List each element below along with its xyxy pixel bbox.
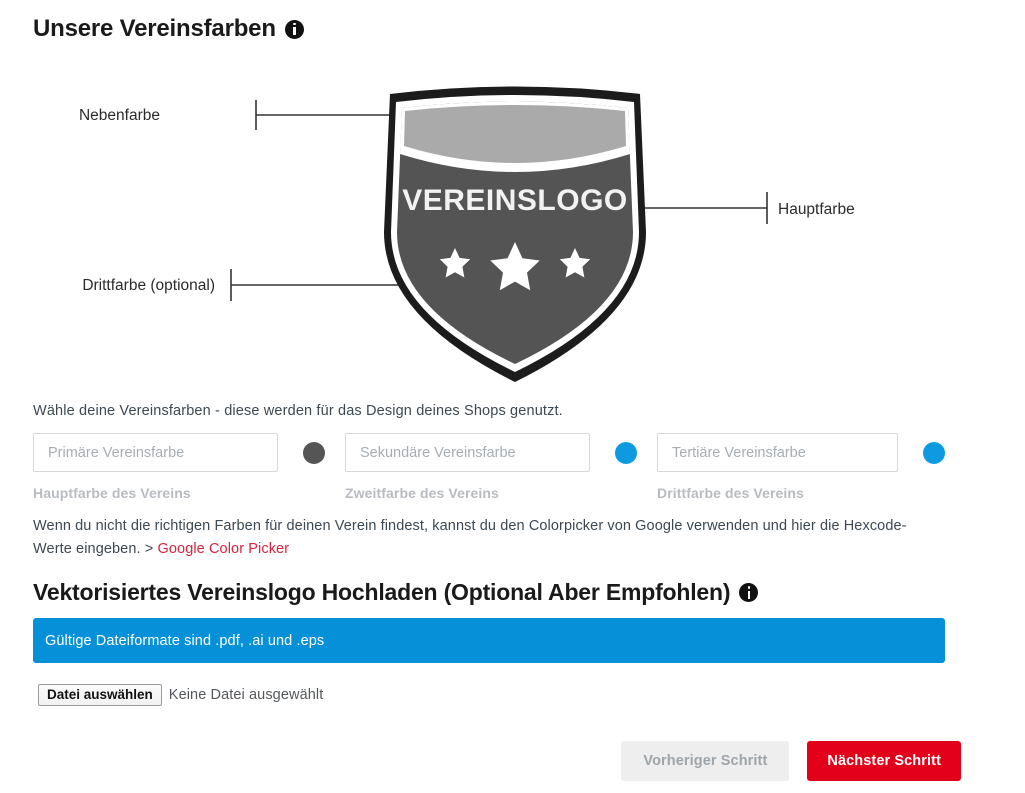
diagram-label-tertiary: Drittfarbe (optional) [82, 277, 215, 294]
diagram-label-primary: Hauptfarbe [778, 201, 855, 218]
shield-diagram [60, 62, 890, 387]
primary-color-input[interactable] [33, 433, 278, 472]
upload-section-heading [33, 579, 758, 606]
colors-section-heading [33, 15, 304, 43]
file-format-banner [33, 618, 945, 663]
tertiary-color-input[interactable] [657, 433, 898, 472]
file-upload-row[interactable] [38, 684, 323, 706]
upload-info-icon[interactable] [739, 583, 758, 602]
secondary-color-caption: Zweitfarbe des Vereins [345, 485, 499, 501]
primary-color-swatch[interactable] [303, 442, 325, 464]
next-step-button[interactable]: Nächster Schritt [807, 741, 961, 781]
diagram-label-secondary: Nebenfarbe [78, 107, 160, 124]
tertiary-color-caption: Drittfarbe des Vereins [657, 485, 804, 501]
page-title: Unsere Vereinsfarben [33, 15, 276, 42]
previous-step-button[interactable]: Vorheriger Schritt [621, 741, 789, 781]
upload-title: Vektorisiertes Vereinslogo Hochladen (Optional Aber Empfohlen) [33, 579, 731, 605]
file-upload-status: Keine Datei ausgewählt [168, 687, 324, 703]
choose-file-button[interactable]: Datei auswählen [38, 684, 162, 706]
info-icon[interactable] [285, 20, 304, 39]
color-field-group-primary [33, 433, 345, 501]
wizard-footer [0, 741, 961, 781]
file-format-banner-text: Gültige Dateiformate sind .pdf, .ai und .eps [45, 632, 325, 649]
colorpicker-link-prefix: > [144, 541, 158, 557]
secondary-color-input[interactable] [345, 433, 590, 472]
color-field-group-tertiary [657, 433, 945, 501]
primary-color-caption: Hauptfarbe des Vereins [33, 485, 191, 501]
shield-graphic [384, 87, 646, 383]
colorpicker-hint [33, 515, 913, 561]
colors-intro-text: Wähle deine Vereinsfarben - diese werden für das Design deines Shops genutzt. [33, 403, 563, 419]
colorpicker-hint-text: Wenn du nicht die richtigen Farben für deinen Verein findest, kannst du den Colorpicker von Google verwenden und hier die Hexcode-Werte eingeben. [33, 518, 907, 557]
color-field-group-secondary [345, 433, 657, 501]
google-color-picker-link[interactable]: Google Color Picker [157, 541, 290, 557]
shield-logo-text: VEREINSLOGO [402, 184, 628, 217]
color-fields-row [33, 433, 945, 501]
secondary-color-swatch[interactable] [615, 442, 637, 464]
tertiary-color-swatch[interactable] [923, 442, 945, 464]
